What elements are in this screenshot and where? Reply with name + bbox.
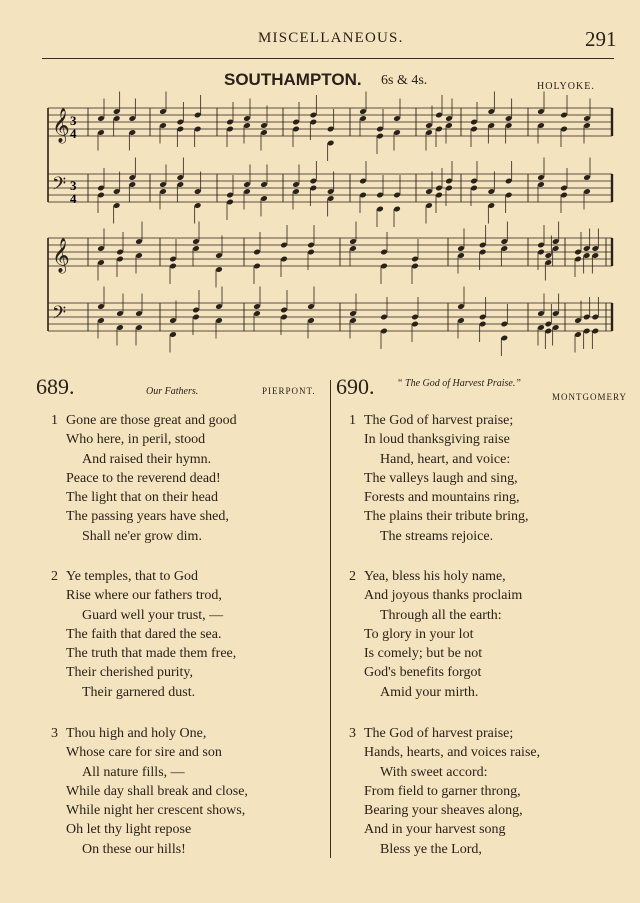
- verse-line: In loud thanksgiving raise: [364, 432, 510, 448]
- stanza-number: 3: [51, 726, 58, 741]
- stanza: [51, 411, 237, 546]
- hymn-title: “ The God of Harvest Praise.”: [397, 378, 521, 389]
- stanza: [349, 724, 541, 859]
- verse-line: The light that on their head: [66, 490, 219, 506]
- verse-line: Whose care for sire and son: [66, 745, 222, 761]
- verse-line: Bless ye the Lord,: [380, 841, 482, 857]
- verse-line: The truth that made them free,: [66, 646, 237, 662]
- verse-line: The plains their tribute bring,: [364, 509, 529, 525]
- stanza-number: 2: [349, 569, 356, 584]
- verse-line: Through all the earth:: [380, 607, 502, 623]
- verse-line: Their cherished purity,: [66, 665, 193, 681]
- verse-line: Thou high and holy One,: [66, 726, 207, 741]
- verse-line: The valleys laugh and sing,: [364, 470, 518, 486]
- stanza: [349, 567, 523, 702]
- time-signature-bottom: 4: [70, 126, 77, 141]
- hymn-number: 689.: [36, 374, 75, 399]
- page-number: 291: [585, 27, 617, 51]
- verse-line: While day shall break and close,: [66, 783, 248, 799]
- running-title: MISCELLANEOUS.: [258, 30, 404, 46]
- verse-line: The passing years have shed,: [66, 509, 229, 525]
- verse-line: Who here, in peril, stood: [66, 432, 206, 448]
- treble-clef-icon: 𝄞: [52, 238, 70, 273]
- verse-line: Oh let thy light repose: [66, 822, 192, 838]
- verse-line: On these our hills!: [82, 841, 186, 857]
- verse-line: The streams rejoice.: [380, 528, 494, 544]
- verse-line: The faith that dared the sea.: [66, 626, 222, 642]
- column-divider: [330, 380, 331, 858]
- tune-name: SOUTHAMPTON.: [224, 70, 362, 89]
- verse-line: Amid your mirth.: [380, 684, 479, 700]
- bass-time-signature-top: 3: [70, 178, 77, 193]
- verse-line: With sweet accord:: [380, 764, 488, 780]
- verse-line: Rise where our fathers trod,: [66, 588, 222, 604]
- verse-line: Shall ne'er grow dim.: [82, 528, 202, 544]
- verse-line: Hand, heart, and voice:: [380, 451, 511, 467]
- verse-line: And raised their hymn.: [82, 451, 212, 467]
- hymn-number: 690.: [336, 374, 375, 399]
- stanza-number: 1: [349, 413, 356, 428]
- verse-line: Gone are those great and good: [66, 413, 237, 428]
- bass-time-signature-bottom: 4: [70, 191, 77, 206]
- stanza: [51, 567, 237, 702]
- verse-line: All nature fills, —: [82, 764, 185, 780]
- verse-line: The God of harvest praise;: [364, 726, 514, 741]
- stanza-number: 1: [51, 413, 58, 428]
- verse-line: Forests and mountains ring,: [364, 490, 520, 506]
- verse-line: From field to garner throng,: [364, 783, 521, 799]
- hymn-author: PIERPONT.: [262, 386, 316, 396]
- verse-line: Hands, hearts, and voices raise,: [364, 745, 541, 761]
- verse-line: The God of harvest praise;: [364, 413, 514, 428]
- verse-line: Bearing your sheaves along,: [364, 803, 523, 819]
- hymn-author: MONTGOMERY: [552, 392, 628, 402]
- verse-line: Their garnered dust.: [82, 684, 196, 700]
- verse-line: Yea, bless his holy name,: [364, 569, 506, 584]
- stanza: [349, 411, 529, 546]
- verse-line: Guard well your trust, —: [82, 607, 224, 623]
- tune-composer: HOLYOKE.: [537, 81, 595, 92]
- verse-line: And in your harvest song: [364, 822, 506, 838]
- verse-line: God's benefits forgot: [364, 665, 482, 681]
- verse-line: While night her crescent shows,: [66, 803, 246, 819]
- bass-clef-icon: 𝄢: [52, 174, 67, 199]
- bass-clef-icon: 𝄢: [52, 303, 67, 328]
- hymn-title: Our Fathers.: [146, 386, 199, 397]
- verse-line: To glory in your lot: [364, 626, 474, 642]
- stanza: [51, 724, 248, 859]
- stanza-number: 3: [349, 726, 356, 741]
- time-signature-top: 3: [70, 113, 77, 128]
- treble-clef-icon: 𝄞: [52, 108, 70, 143]
- verse-line: Peace to the reverend dead!: [66, 470, 221, 486]
- tune-meter: 6s & 4s.: [381, 73, 428, 88]
- verse-line: Ye temples, that to God: [66, 569, 198, 584]
- verse-line: And joyous thanks proclaim: [364, 588, 523, 604]
- verse-line: Is comely; but be not: [364, 646, 483, 662]
- stanza-number: 2: [51, 569, 58, 584]
- music-score: [0, 0, 640, 360]
